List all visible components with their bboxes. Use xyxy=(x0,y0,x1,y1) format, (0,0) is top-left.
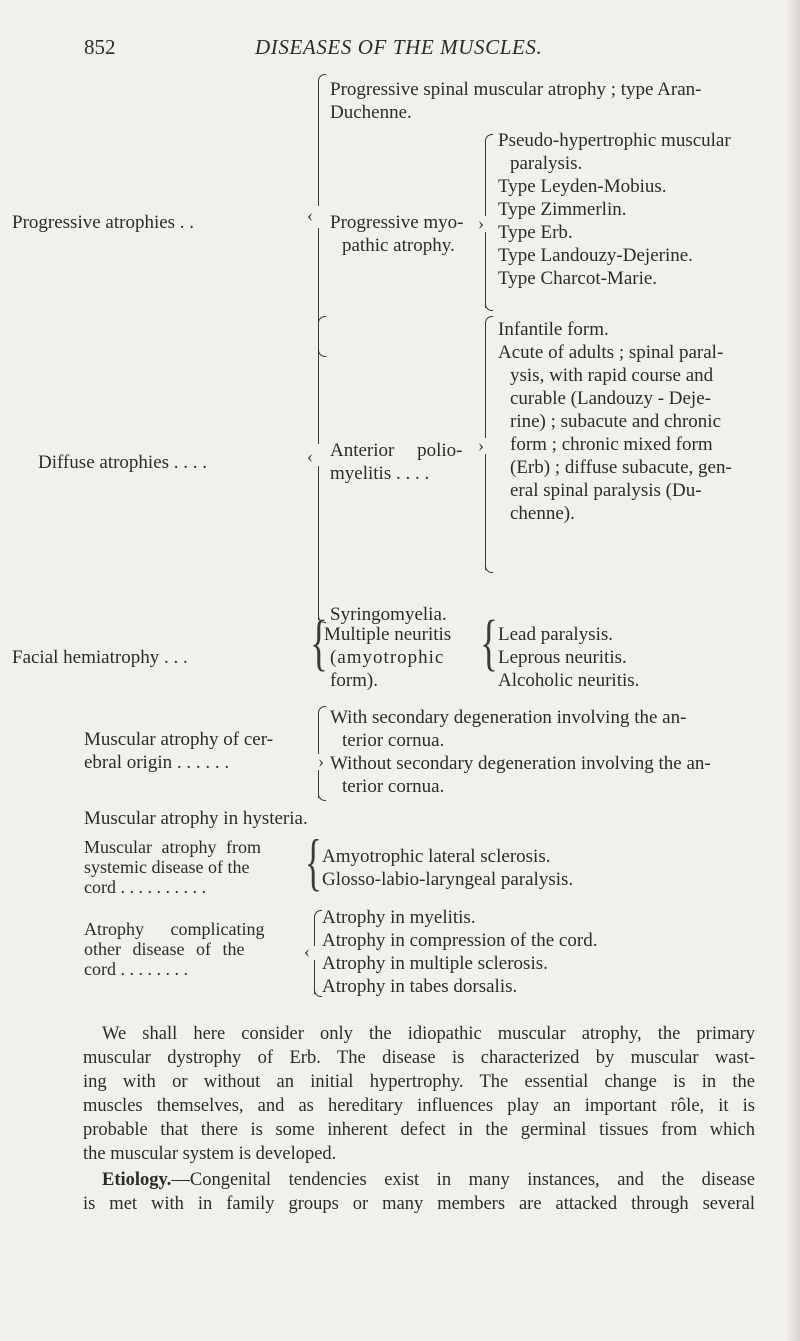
paragraph-line: We shall here consider only the idiopathic muscular atrophy, the primary xyxy=(102,1024,755,1044)
neuritis-line: Multiple neuritis xyxy=(324,624,452,645)
brace-stem xyxy=(485,140,486,216)
page-number: 852 xyxy=(84,35,116,59)
running-title: DISEASES OF THE MUSCLES. xyxy=(255,35,543,59)
anterior-poliomyelitis-line1: Anterior polio- xyxy=(330,440,463,461)
facial-hemiatrophy-label: Facial hemiatrophy . . . xyxy=(12,647,188,668)
paragraph-etiology xyxy=(83,1168,755,1216)
complicating-item: Atrophy in tabes dorsalis. xyxy=(322,976,518,997)
brace-bottom xyxy=(485,564,493,573)
paragraph-line: muscles themselves, and as hereditary influences play an important rôle, it is xyxy=(83,1096,755,1116)
brace-point: ‹ xyxy=(307,205,313,225)
brace-top xyxy=(485,134,493,143)
brace-point: › xyxy=(478,213,484,233)
form-item: form ; chronic mixed form xyxy=(510,434,713,455)
complicating-label-line: cord . . . . . . . . xyxy=(84,959,188,979)
brace-stem xyxy=(485,232,486,308)
type-item: Type Zimmerlin. xyxy=(498,199,627,220)
spinal-muscular-atrophy-line2: Duchenne. xyxy=(330,102,412,123)
cause-item: Alcoholic neuritis. xyxy=(498,670,640,691)
brace-bottom xyxy=(318,792,326,801)
cause-item: Lead paralysis. xyxy=(498,624,614,645)
neuritis-line: (amyotrophic xyxy=(330,647,445,668)
brace-point: › xyxy=(478,435,484,455)
etiology-text: —Congenital tendencies exist in many instances, and the disease xyxy=(171,1170,755,1190)
systemic-label-line: Muscular atrophy from xyxy=(84,837,261,857)
brace-stem xyxy=(318,712,319,754)
brace-glyph: { xyxy=(479,609,498,677)
cause-item: Leprous neuritis. xyxy=(498,647,627,668)
paragraph-line: muscular dystrophy of Erb. The disease is characterized by muscular wast- xyxy=(83,1048,755,1068)
systemic-item: Amyotrophic lateral sclerosis. xyxy=(322,846,551,867)
neuritis-line: form). xyxy=(330,670,379,691)
form-item: Infantile form. xyxy=(498,319,609,340)
paragraph-line: is met with in family groups or many members are attacked through several xyxy=(83,1194,755,1214)
paragraph-line xyxy=(83,1168,755,1192)
brace-top xyxy=(318,316,326,325)
brace-glyph: { xyxy=(309,609,328,677)
brace-bottom xyxy=(314,988,322,997)
brace-top xyxy=(318,74,326,83)
myopathic-atrophy-line2: pathic atrophy. xyxy=(342,235,455,256)
systemic-item: Glosso-labio-laryngeal paralysis. xyxy=(322,869,574,890)
complicating-label-line: Atrophy complicating xyxy=(84,919,265,939)
brace-stem xyxy=(485,322,486,438)
etiology-heading: Etiology. xyxy=(102,1170,172,1190)
type-item: Type Landouzy-Dejerine. xyxy=(498,245,693,266)
systemic-label-line: systemic disease of the xyxy=(84,857,250,877)
myopathic-atrophy-line1: Progressive myo- xyxy=(330,212,464,233)
form-item: curable (Landouzy - Deje- xyxy=(510,388,711,409)
complicating-label-line: other disease of the xyxy=(84,939,245,959)
paragraph-line: the muscular system is developed. xyxy=(83,1144,337,1164)
cerebral-line: terior cornua. xyxy=(342,730,445,751)
paragraph-line: ing with or without an initial hypertrophy. The essential change is in the xyxy=(83,1072,755,1092)
brace-top xyxy=(318,706,326,715)
brace-glyph: { xyxy=(304,826,322,897)
complicating-item: Atrophy in multiple sclerosis. xyxy=(322,953,548,974)
cerebral-label-line2: ebral origin . . . . . . xyxy=(84,752,230,773)
type-item: Type Charcot-Marie. xyxy=(498,268,658,289)
syringomyelia: Syringomyelia. xyxy=(330,604,447,625)
hysteria-entry: Muscular atrophy in hysteria. xyxy=(84,808,308,829)
form-item: chenne). xyxy=(510,503,575,524)
form-item: ysis, with rapid course and xyxy=(510,365,714,386)
progressive-atrophies-label: Progressive atrophies . . xyxy=(12,212,195,233)
type-item: paralysis. xyxy=(510,153,583,174)
page-edge-shadow xyxy=(786,0,800,1341)
form-item: eral spinal paralysis (Du- xyxy=(510,480,702,501)
systemic-label-line: cord . . . . . . . . . . xyxy=(84,877,206,897)
brace-stem xyxy=(314,916,315,946)
brace-point: ‹ xyxy=(304,941,310,961)
brace-point: ‹ xyxy=(307,446,313,466)
brace-stem xyxy=(318,322,319,444)
brace-top xyxy=(314,910,322,919)
form-item: rine) ; subacute and chronic xyxy=(510,411,722,432)
type-item: Type Leyden-Mobius. xyxy=(498,176,667,197)
complicating-item: Atrophy in myelitis. xyxy=(322,907,476,928)
brace-bottom xyxy=(485,302,493,311)
cerebral-line: With secondary degeneration involving the an- xyxy=(330,707,687,728)
cerebral-line: terior cornua. xyxy=(342,776,445,797)
complicating-item: Atrophy in compression of the cord. xyxy=(322,930,598,951)
brace-top xyxy=(485,316,493,325)
brace-point: › xyxy=(318,751,324,771)
cerebral-label-line1: Muscular atrophy of cer- xyxy=(84,729,274,750)
brace-stem xyxy=(318,466,319,620)
form-item: Acute of adults ; spinal paral- xyxy=(498,342,724,363)
type-item: Type Erb. xyxy=(498,222,573,243)
brace-stem xyxy=(485,454,486,570)
paragraph-line: probable that there is some inherent defect in the germinal tissues from which xyxy=(83,1120,755,1140)
diffuse-atrophies-label: Diffuse atrophies . . . . xyxy=(38,452,208,473)
spinal-muscular-atrophy-line1: Progressive spinal muscular atrophy ; type Aran- xyxy=(330,79,702,100)
type-item: Pseudo-hypertrophic muscular xyxy=(498,130,731,151)
brace-stem xyxy=(318,80,319,206)
brace-bottom xyxy=(318,348,326,357)
paragraph-idiopathic-atrophy xyxy=(83,1022,755,1166)
cerebral-line: Without secondary degeneration involving the an- xyxy=(330,753,711,774)
form-item: (Erb) ; diffuse subacute, gen- xyxy=(510,457,732,478)
anterior-poliomyelitis-line2: myelitis . . . . xyxy=(330,463,430,484)
